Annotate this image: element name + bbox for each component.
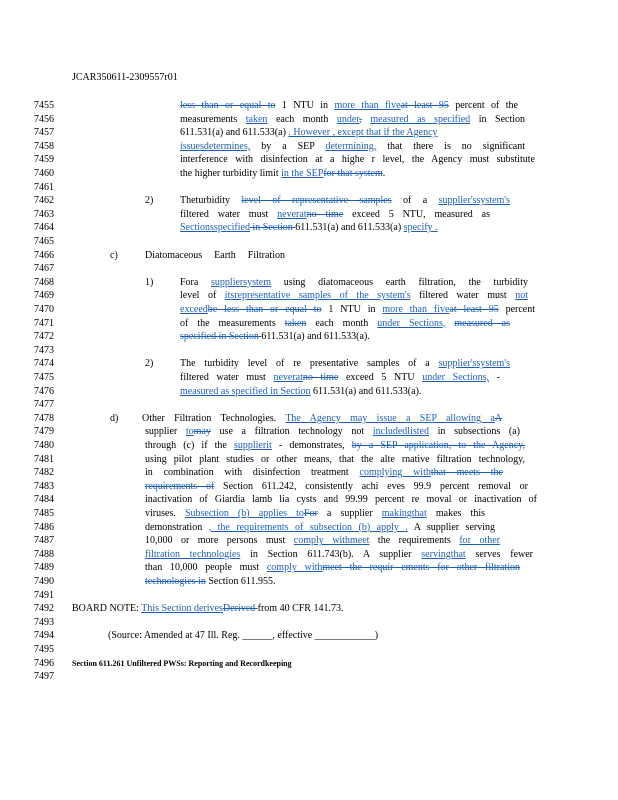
- plain-text: using diatomaceous earth filtration, the turbidity: [271, 276, 528, 288]
- plain-text: each month: [267, 113, 337, 125]
- line-number: 7471: [34, 317, 54, 329]
- line-number: 7476: [34, 385, 54, 397]
- plain-text: level of: [180, 290, 225, 302]
- plain-text: exceed 5 NTU, measured as: [343, 208, 491, 220]
- plain-text: filtered water must: [410, 290, 516, 302]
- inserted-text: servingthat: [421, 548, 466, 560]
- line-number: 7465: [34, 236, 54, 247]
- plain-text: Other Filtration Technologies.: [142, 412, 286, 424]
- inserted-text: issuesdetermines,: [180, 140, 251, 152]
- deleted-text: technologies in: [145, 576, 206, 587]
- inserted-text: The Agency may issue a SEP allowing a: [285, 412, 495, 424]
- plain-text: A supplier serving: [407, 521, 495, 533]
- text-line: [145, 507, 485, 521]
- text-line: [145, 194, 155, 208]
- plain-text: 1): [145, 276, 154, 288]
- inserted-text: neverat: [277, 208, 307, 220]
- plain-text: percent of the: [448, 100, 518, 111]
- deleted-text: by a SEP application, to the Agency,: [351, 440, 525, 451]
- plain-text: Section 611.955.: [205, 576, 276, 587]
- inserted-text: more than five: [382, 304, 450, 315]
- deleted-text: no time: [302, 372, 339, 383]
- deleted-text: ,: [359, 113, 362, 125]
- line-number: 7494: [34, 630, 54, 642]
- deleted-text: less than or equal to: [180, 100, 276, 111]
- text-line: [180, 99, 518, 113]
- text-line: [180, 371, 500, 385]
- text-line: [145, 249, 285, 263]
- inserted-text: determining,: [325, 140, 377, 152]
- line-number: 7472: [34, 331, 54, 343]
- plain-text: 611.531(a) and 611.533(a): [295, 222, 404, 234]
- plain-text: using pilot plant studies or other means, that the alte rnative filtration technology,: [145, 453, 525, 465]
- plain-text: viruses.: [145, 508, 185, 519]
- text-line: [180, 385, 430, 399]
- inserted-text: to: [185, 426, 194, 438]
- plain-text: makes this: [426, 508, 485, 519]
- text-line: [180, 140, 525, 154]
- plain-text: Diatomaceous Earth Filtration: [145, 249, 285, 261]
- text-line: [145, 521, 495, 535]
- text-line: [142, 412, 502, 426]
- plain-text: -: [489, 372, 501, 383]
- line-number: 7477: [34, 399, 54, 411]
- text-line: [180, 126, 480, 140]
- plain-text: (Source: Amended at 47 Ill. Reg. ______, effective ____________): [108, 630, 379, 642]
- inserted-text: complying with: [359, 467, 431, 479]
- deleted-text: Derived: [222, 603, 258, 615]
- inserted-text: measured as specified in Section: [180, 385, 311, 397]
- text-line: [145, 548, 533, 562]
- line-number: 7460: [34, 168, 54, 179]
- line-number: 7468: [34, 276, 54, 288]
- inserted-text: under Sections,: [422, 372, 490, 383]
- deleted-text: level of representative samples: [241, 195, 392, 207]
- line-number: 7473: [34, 344, 54, 356]
- inserted-text: more than five: [334, 100, 401, 111]
- line-number: 7470: [34, 304, 54, 315]
- plain-text: .: [382, 168, 386, 179]
- plain-text: interference with disinfection at a highe r level, the Agency must substitute: [180, 154, 535, 166]
- plain-text: The turbidity level of re presentative samples of a: [180, 358, 439, 370]
- plain-text: 2): [145, 195, 154, 207]
- line-number: 7491: [34, 589, 54, 601]
- plain-text: in Section 611.743(b). A supplier: [240, 548, 422, 560]
- deleted-text: that meets the: [430, 467, 503, 479]
- text-line: [180, 317, 510, 331]
- deleted-text: for that system: [323, 168, 383, 179]
- deleted-text: For: [303, 508, 318, 519]
- inserted-text: under: [336, 113, 360, 125]
- text-line: [145, 357, 155, 371]
- plain-text: that there is no significant: [376, 140, 525, 152]
- text-line: [145, 439, 525, 453]
- text-line: [180, 221, 488, 235]
- plain-text: 1 NTU in: [321, 304, 383, 315]
- line-number: 7481: [34, 453, 54, 465]
- inserted-text: neverat: [273, 372, 303, 383]
- plain-text: use a filtration technology not: [210, 426, 373, 438]
- line-number: 7480: [34, 440, 54, 451]
- plain-text: percent: [498, 304, 535, 315]
- line-number: 7479: [34, 426, 54, 438]
- line-number: 7466: [34, 249, 54, 261]
- line-number: 7496: [34, 657, 54, 669]
- inserted-text: This Section derives: [141, 603, 223, 615]
- line-number: 7486: [34, 521, 54, 533]
- plain-text: - demonstrates,: [271, 440, 352, 451]
- line-number: 7493: [34, 616, 54, 628]
- deleted-text: at least 95: [400, 100, 449, 111]
- inserted-text: itsrepresentative samples of the system's: [224, 290, 411, 302]
- plain-text: serves fewer: [465, 548, 533, 560]
- text-line: [180, 276, 528, 290]
- line-number: 7463: [34, 208, 54, 220]
- line-number: 7455: [34, 100, 54, 111]
- deleted-text: requirements of: [145, 480, 215, 492]
- text-line: [180, 303, 535, 317]
- plain-text: demonstration: [145, 521, 209, 533]
- line-number: 7489: [34, 562, 54, 574]
- line-number: 7485: [34, 508, 54, 519]
- line-number: 7467: [34, 263, 54, 275]
- plain-text: measurements: [180, 113, 246, 125]
- inserted-text: taken: [245, 113, 268, 125]
- document-header: JCAR350611-2309557r01: [72, 72, 178, 83]
- text-line: [180, 289, 528, 303]
- text-line: [110, 412, 120, 426]
- deleted-text: specified in Section: [180, 331, 262, 343]
- line-number: 7492: [34, 603, 54, 615]
- line-number: 7487: [34, 535, 54, 547]
- text-line: [145, 425, 520, 439]
- text-line: [180, 208, 490, 222]
- deleted-text: measured as: [454, 317, 511, 329]
- text-line: [180, 357, 510, 371]
- line-number: 7458: [34, 140, 54, 152]
- deleted-text: may: [193, 426, 211, 438]
- line-number: 7459: [34, 154, 54, 166]
- line-number: 7482: [34, 467, 54, 479]
- plain-text: in combination with disinfection treatment: [145, 467, 360, 479]
- plain-text: d): [110, 412, 119, 424]
- deleted-text: at least 95: [449, 304, 499, 315]
- plain-text: each month: [306, 317, 378, 329]
- plain-text: of the measurements: [180, 317, 285, 329]
- line-number: 7475: [34, 372, 54, 383]
- text-line: [145, 561, 520, 575]
- line-number: 7469: [34, 290, 54, 302]
- plain-text: filtered water must: [180, 208, 278, 220]
- deleted-text: in Section: [249, 222, 296, 234]
- line-number: 7457: [34, 127, 54, 139]
- inserted-text: Subsection (b) applies to: [184, 508, 304, 519]
- line-number: 7456: [34, 113, 54, 125]
- inserted-text: . However , except that if the Agency: [288, 127, 438, 139]
- deleted-text: be less than or equal to: [207, 304, 322, 315]
- plain-text: 611.531(a) and 611.533(a).: [261, 331, 370, 343]
- inserted-text: suppliersystem: [211, 276, 272, 288]
- plain-text: 611.531(a) and 611.533(a): [180, 127, 289, 139]
- plain-text: BOARD NOTE:: [72, 603, 142, 615]
- line-number: 7490: [34, 576, 54, 587]
- inserted-text: specify .: [403, 222, 438, 234]
- plain-text: 2): [145, 358, 154, 370]
- text-line: [145, 453, 525, 467]
- text-line: [72, 657, 392, 671]
- text-line: [145, 493, 537, 507]
- line-number: 7474: [34, 358, 54, 370]
- plain-text: supplier: [145, 426, 186, 438]
- line-number: 7462: [34, 195, 54, 207]
- line-number: 7464: [34, 222, 54, 234]
- text-line: [145, 575, 295, 589]
- plain-text: Fora: [180, 276, 212, 288]
- inserted-text: Sectionsspecified: [180, 222, 250, 234]
- plain-text: exceed 5 NTU: [338, 372, 423, 383]
- inserted-text: in the SEP: [281, 168, 324, 179]
- line-number: 7484: [34, 494, 54, 506]
- line-number: 7495: [34, 644, 54, 655]
- text-line: [180, 330, 395, 344]
- plain-text: by a SEP: [250, 140, 326, 152]
- inserted-text: not: [515, 290, 528, 302]
- inserted-text: includedlisted: [372, 426, 429, 438]
- plain-text: Section 611.261 Unfiltered PWSs: Reporting and Recordkeeping: [72, 658, 292, 668]
- inserted-text: , the requirements of subsection (b) apply .: [208, 521, 408, 533]
- text-line: [108, 629, 428, 643]
- text-line: [72, 602, 402, 616]
- text-line: [145, 276, 155, 290]
- plain-text: a supplier: [317, 508, 382, 519]
- inserted-text: comply withmeet: [293, 535, 370, 547]
- plain-text: c): [110, 249, 118, 261]
- plain-text: 10,000 or more persons must: [145, 535, 294, 547]
- plain-text: than 10,000 people must: [145, 562, 267, 574]
- text-line: [180, 194, 510, 208]
- plain-text: from 40 CFR 141.73.: [257, 603, 344, 615]
- plain-text: of a: [391, 195, 439, 207]
- deleted-text: no time: [306, 208, 344, 220]
- plain-text: the requirements: [369, 535, 460, 547]
- inserted-text: supplier'ssystem's: [438, 195, 510, 207]
- plain-text: Theturbidity: [180, 195, 242, 207]
- text-line: [110, 249, 120, 263]
- line-number: 7497: [34, 671, 54, 683]
- inserted-text: filtration technologies: [145, 548, 241, 560]
- plain-text: inactivation of Giardia lamb lia cysts and 99.99 percent re moval or inactivation of: [145, 494, 537, 506]
- deleted-text: A: [494, 412, 502, 424]
- inserted-text: comply with: [266, 562, 323, 574]
- inserted-text: exceed: [180, 304, 208, 315]
- plain-text: 611.531(a) and 611.533(a).: [310, 385, 422, 397]
- inserted-text: measured as specified: [370, 113, 471, 125]
- text-line: [145, 466, 503, 480]
- text-line: [145, 480, 528, 494]
- text-line: [180, 153, 535, 167]
- plain-text: filtered water must: [180, 372, 274, 383]
- plain-text: Section 611.242, consistently achi eves 99.9 percent removal or: [214, 480, 528, 492]
- text-line: [145, 534, 500, 548]
- plain-text: through (c) if the: [145, 440, 234, 451]
- text-line: [180, 167, 415, 181]
- plain-text: the higher turbidity limit: [180, 168, 282, 179]
- plain-text: 1 NTU in: [275, 100, 335, 111]
- line-number: 7483: [34, 480, 54, 492]
- text-line: [180, 113, 525, 127]
- inserted-text: supplier'ssystem's: [438, 358, 510, 370]
- inserted-text: makingthat: [381, 508, 427, 519]
- line-number: 7478: [34, 412, 54, 424]
- deleted-text: meet the requir ements for other filtration: [322, 562, 520, 574]
- line-number: 7488: [34, 548, 54, 560]
- plain-text: in Section: [470, 113, 526, 125]
- inserted-text: under Sections,: [377, 317, 446, 329]
- inserted-text: for other: [459, 535, 500, 547]
- plain-text: in subsections (a): [428, 426, 520, 438]
- deleted-text: taken: [284, 317, 307, 329]
- line-number: 7461: [34, 181, 54, 193]
- inserted-text: supplierit: [233, 440, 272, 451]
